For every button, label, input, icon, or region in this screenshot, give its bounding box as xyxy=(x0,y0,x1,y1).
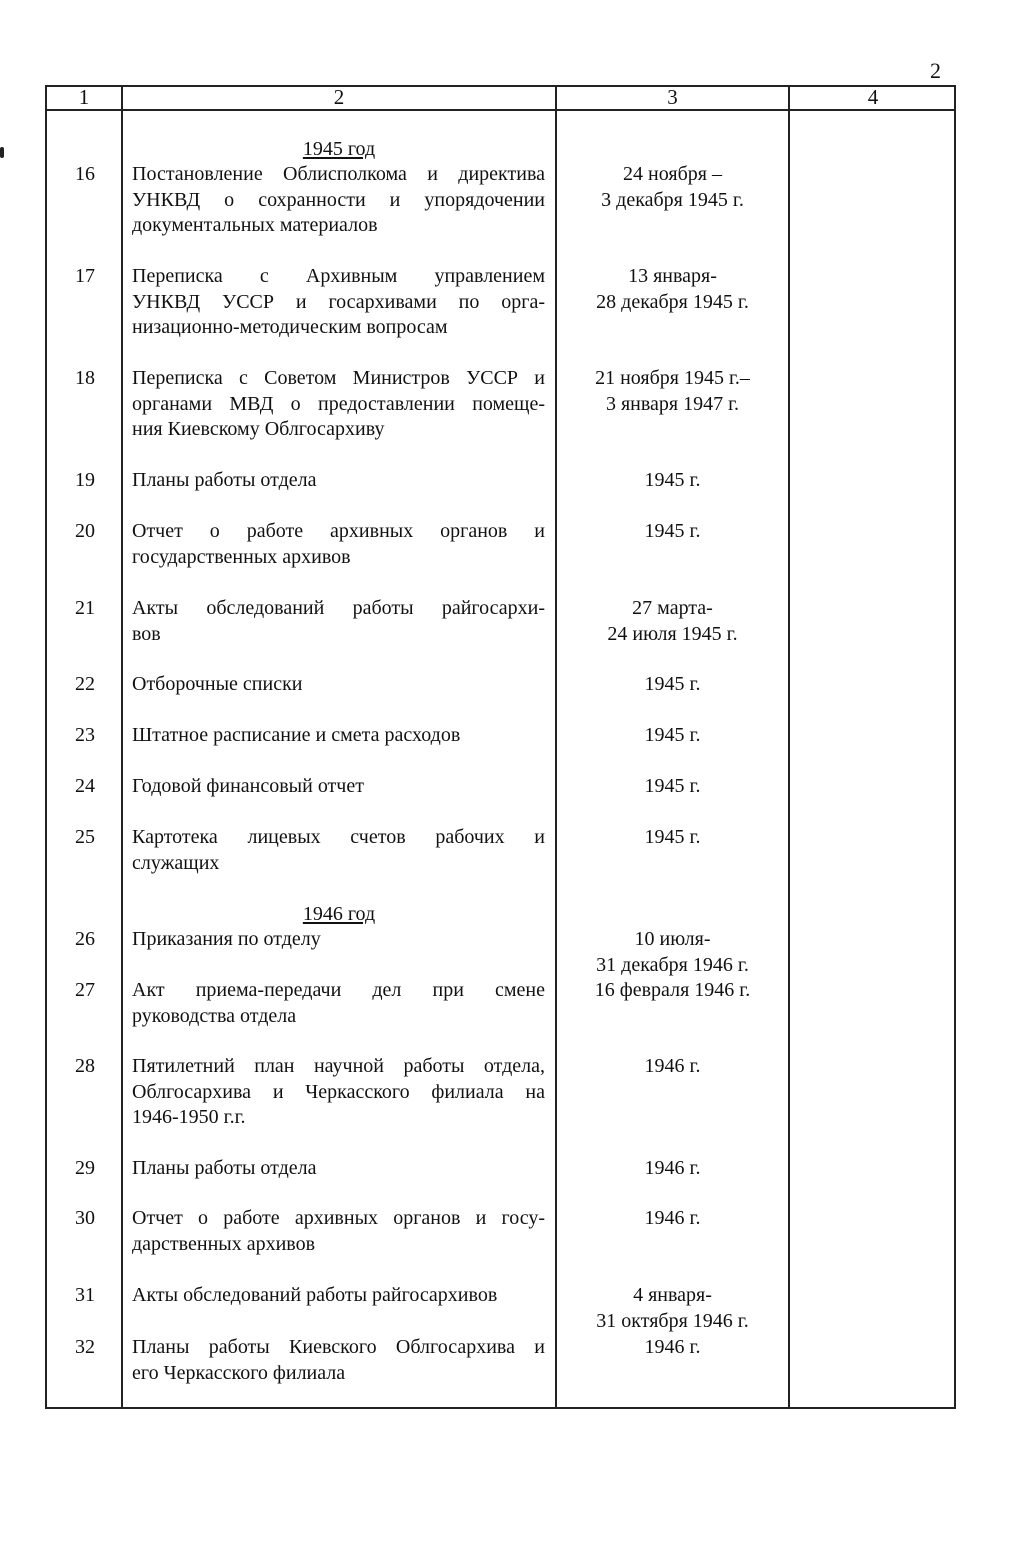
row-description xyxy=(132,1283,545,1309)
row-number: 32 xyxy=(75,1336,95,1358)
date-line: 10 июля- xyxy=(634,928,711,950)
row-number: 21 xyxy=(75,597,95,619)
description-line: Отчет о работе архивных органов и госу- xyxy=(132,1207,545,1229)
description-line: Переписка с Советом Министров УССР и xyxy=(132,367,545,389)
row-description xyxy=(132,264,545,341)
row-date xyxy=(557,978,788,1004)
row-date xyxy=(557,1206,788,1232)
row-description xyxy=(132,366,545,443)
description-line: Пятилетний план научной работы отдела, xyxy=(132,1055,545,1077)
description-line: 1946-1950 г.г. xyxy=(132,1106,246,1128)
row-description xyxy=(132,468,545,494)
date-line: 13 января- xyxy=(628,265,717,287)
row-date xyxy=(557,1054,788,1080)
row-number: 24 xyxy=(75,775,95,797)
description-line: вов xyxy=(132,622,161,645)
date-line: 1945 г. xyxy=(644,520,701,542)
row-number: 30 xyxy=(75,1207,95,1229)
row-date xyxy=(557,264,788,315)
date-line: 3 декабря 1945 г. xyxy=(601,188,744,211)
section-year-label: 1945 год xyxy=(302,138,376,160)
column-divider-3 xyxy=(788,85,790,1409)
description-line: низационно-методическим вопросам xyxy=(132,316,448,338)
date-line: 24 июля 1945 г. xyxy=(607,622,738,645)
description-line: Отборочные списки xyxy=(132,673,303,695)
row-date xyxy=(557,672,788,698)
row-description xyxy=(132,596,545,647)
row-date xyxy=(557,774,788,800)
description-line: служащих xyxy=(132,851,220,874)
date-line: 1946 г. xyxy=(644,1207,701,1229)
row-number: 26 xyxy=(75,928,95,950)
row-date xyxy=(557,1283,788,1334)
row-date xyxy=(557,519,788,545)
description-line: органами МВД о предоставлении помеще- xyxy=(132,392,545,415)
date-line: 1945 г. xyxy=(644,775,701,797)
row-number: 19 xyxy=(75,469,95,491)
margin-mark xyxy=(0,147,4,158)
row-number: 23 xyxy=(75,724,95,746)
row-description xyxy=(132,723,545,749)
description-line: Штатное расписание и смета расходов xyxy=(132,724,461,746)
date-line: 31 декабря 1946 г. xyxy=(596,953,749,976)
description-line: УНКВД о сохранности и упорядочении xyxy=(132,188,545,211)
row-number: 16 xyxy=(75,163,95,185)
page-number: 2 xyxy=(930,58,941,83)
row-description xyxy=(132,1335,545,1386)
row-date xyxy=(557,162,788,213)
column-header-3: 3 xyxy=(667,85,678,109)
row-number: 25 xyxy=(75,826,95,848)
date-line: 21 ноября 1945 г.– xyxy=(595,367,750,389)
row-date xyxy=(557,723,788,749)
row-number: 22 xyxy=(75,673,95,695)
row-date xyxy=(557,825,788,851)
date-line: 1946 г. xyxy=(644,1055,701,1077)
header-divider xyxy=(45,109,956,111)
row-description xyxy=(132,927,545,953)
description-line: Акты обследований работы райгосархи- xyxy=(132,597,545,619)
description-line: Планы работы отдела xyxy=(132,469,317,491)
row-date xyxy=(557,1335,788,1361)
row-description xyxy=(132,162,545,239)
description-line: Акты обследований работы райгосархивов xyxy=(132,1284,498,1306)
row-description xyxy=(132,825,545,876)
date-line: 28 декабря 1945 г. xyxy=(596,290,749,313)
date-line: 1945 г. xyxy=(644,469,701,491)
description-line: Постановление Облисполкома и директива xyxy=(132,163,545,185)
row-number: 27 xyxy=(75,979,95,1001)
date-line: 1946 г. xyxy=(644,1336,701,1358)
date-line: 1945 г. xyxy=(644,673,701,695)
row-description xyxy=(132,1054,545,1131)
description-line: Приказания по отделу xyxy=(132,928,321,950)
row-description xyxy=(132,672,545,698)
description-line: его Черкасского филиала xyxy=(132,1361,346,1384)
row-date xyxy=(557,1156,788,1182)
row-number: 31 xyxy=(75,1284,95,1306)
date-line: 4 января- xyxy=(633,1284,712,1306)
date-line: 24 ноября – xyxy=(623,163,722,185)
description-line: Планы работы Киевского Облгосархива и xyxy=(132,1336,545,1358)
row-date xyxy=(557,927,788,978)
row-description xyxy=(132,1156,545,1182)
date-line: 1945 г. xyxy=(644,724,701,746)
description-line: Облгосархива и Черкасского филиала на xyxy=(132,1080,545,1103)
row-date xyxy=(557,366,788,417)
date-line: 1946 г. xyxy=(644,1157,701,1179)
date-line: 27 марта- xyxy=(632,597,713,619)
description-line: ния Киевскому Облгосархиву xyxy=(132,418,385,440)
row-description xyxy=(132,774,545,800)
date-line: 3 января 1947 г. xyxy=(605,392,740,415)
row-number: 29 xyxy=(75,1157,95,1179)
row-description xyxy=(132,1206,545,1257)
column-header-4: 4 xyxy=(867,85,879,109)
row-description xyxy=(132,978,545,1029)
description-line: УНКВД УССР и госархивами по орга- xyxy=(132,290,545,313)
column-header-1: 1 xyxy=(78,85,90,109)
description-line: Планы работы отдела xyxy=(132,1157,317,1179)
column-header-2: 2 xyxy=(333,85,345,109)
description-line: Переписка с Архивным управлением xyxy=(132,265,545,287)
row-number: 17 xyxy=(75,265,95,287)
row-description xyxy=(132,519,545,570)
description-line: Акт приема-передачи дел при смене xyxy=(132,979,545,1001)
row-date xyxy=(557,596,788,647)
description-line: Годовой финансовый отчет xyxy=(132,775,364,797)
description-line: государственных архивов xyxy=(132,545,351,568)
row-number: 18 xyxy=(75,367,95,389)
description-line: Картотека лицевых счетов рабочих и xyxy=(132,826,545,848)
description-line: руководства отдела xyxy=(132,1004,297,1027)
section-year-label: 1946 год xyxy=(302,903,376,925)
description-line: Отчет о работе архивных органов и xyxy=(132,520,545,542)
description-line: документальных материалов xyxy=(132,214,378,236)
date-line: 16 февраля 1946 г. xyxy=(594,979,751,1001)
row-number: 28 xyxy=(75,1055,95,1077)
description-line: дарственных архивов xyxy=(132,1232,316,1255)
date-line: 31 октября 1946 г. xyxy=(596,1309,749,1332)
row-number: 20 xyxy=(75,520,95,542)
date-line: 1945 г. xyxy=(644,826,701,848)
row-date xyxy=(557,468,788,494)
